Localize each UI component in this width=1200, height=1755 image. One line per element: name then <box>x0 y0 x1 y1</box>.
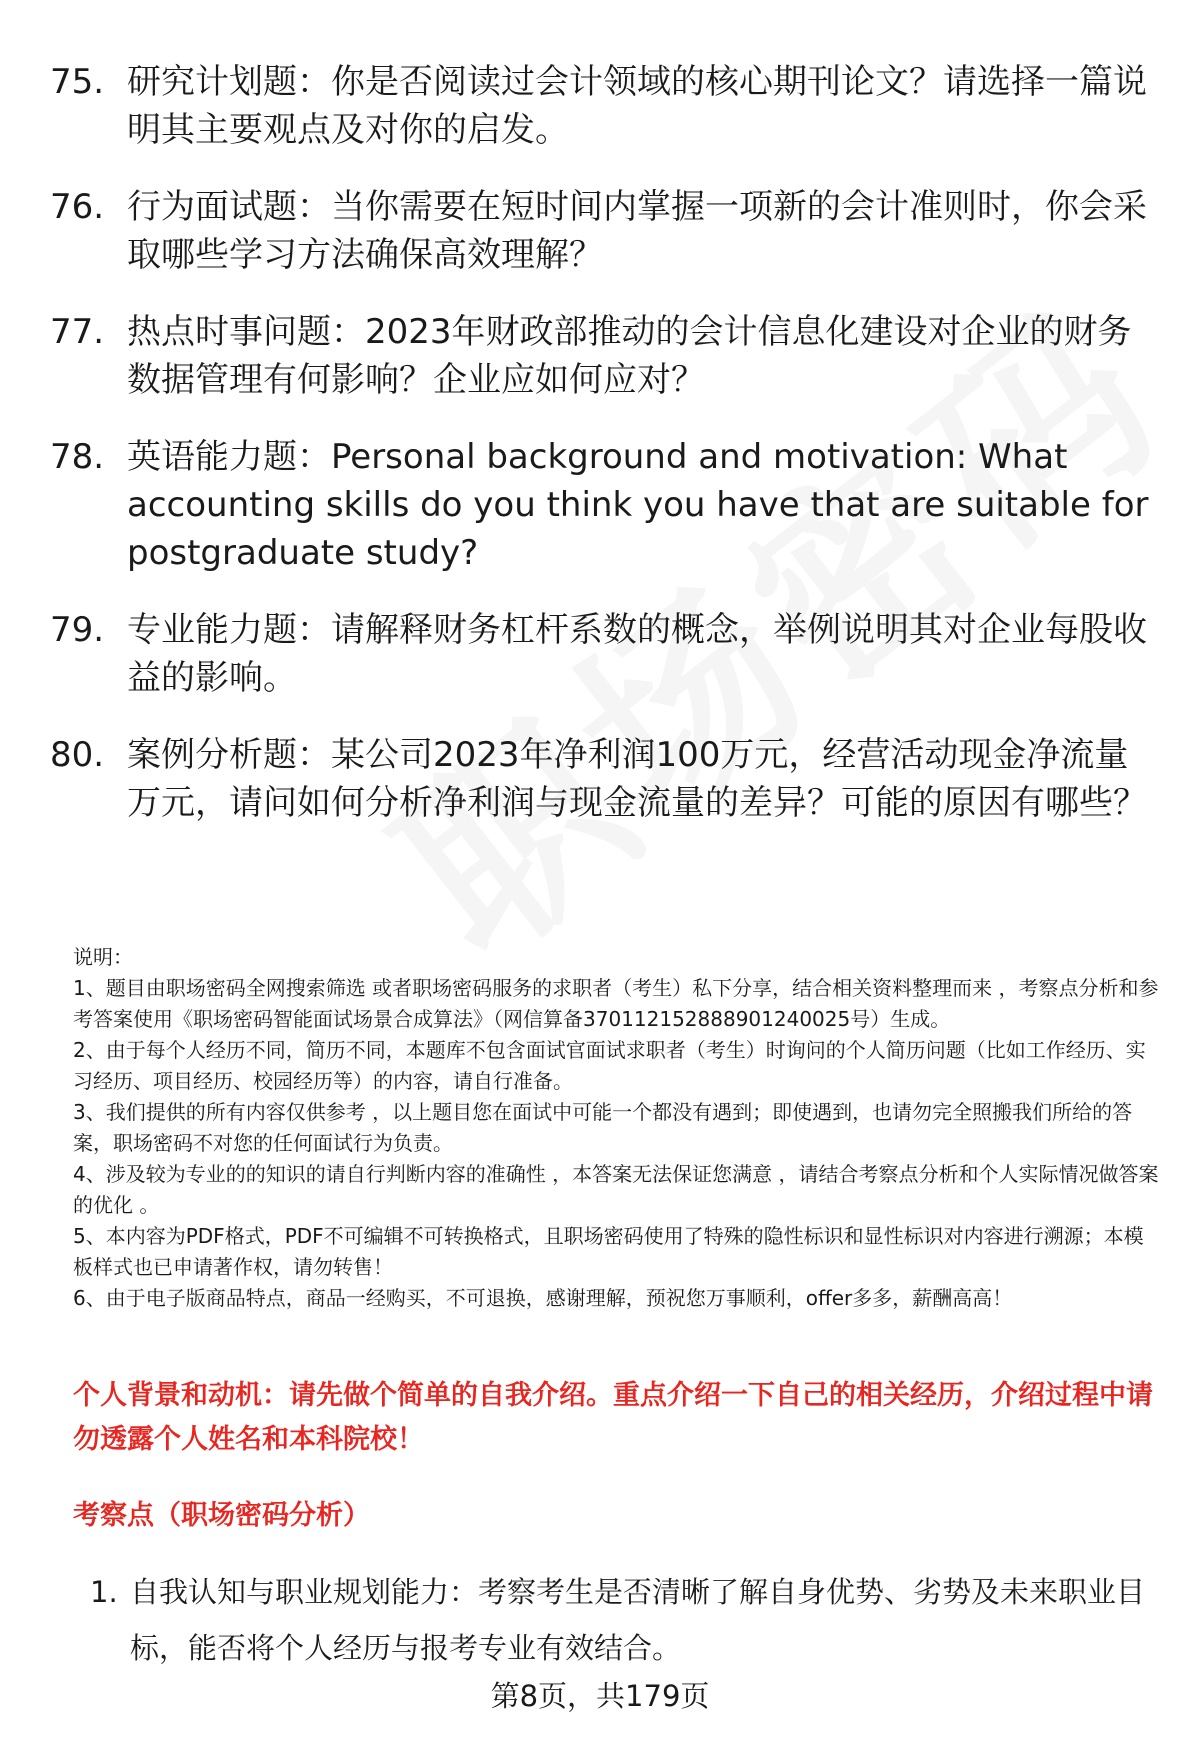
analysis-point <box>90 1564 1150 1676</box>
question-text: 热点时事问题：2023年财政部推动的会计信息化建设对企业的财务数据管理有何影响？企业应如何应对？ <box>127 312 1132 400</box>
question-number: 77. <box>50 312 105 352</box>
note-item: 1、题目由职场密码全网搜索筛选 或者职场密码服务的求职者（考生）私下分享，结合相关资料整理而来 ，考察点分析和参考答案使用《职场密码智能面试场景合成算法》（网信算备370112152888901240025号）生成。 <box>73 976 1159 1031</box>
question-number: 79. <box>50 610 105 650</box>
intro-question: 个人背景和动机：请先做个简单的自我介绍。重点介绍一下自己的相关经历，介绍过程中请勿透露个人姓名和本科院校！ <box>73 1380 1153 1455</box>
point-text: 自我认知与职业规划能力：考察考生是否清晰了解自身优势、劣势及未来职业目标，能否将个人经历与报考专业有效结合。 <box>130 1575 1146 1665</box>
note-item: 6、由于电子版商品特点，商品一经购买，不可退换，感谢理解，预祝您万事顺利，offer多多，薪酬高高！ <box>73 1286 1013 1310</box>
question-number: 75. <box>50 62 105 102</box>
note-item: 2、由于每个人经历不同，简历不同，本题库不包含面试官面试求职者（考生）时询问的个人简历问题（比如工作经历、实习经历、项目经历、校园经历等）的内容，请自行准备。 <box>73 1038 1146 1093</box>
question-item <box>50 731 1160 827</box>
question-text: 专业能力题：请解释财务杠杆系数的概念，举例说明其对企业每股收益的影响。 <box>127 610 1147 698</box>
analysis-heading: 考察点（职场密码分析） <box>73 1500 370 1531</box>
notes-section <box>73 942 1163 1314</box>
point-number: 1. <box>90 1575 118 1609</box>
question-item <box>50 606 1160 702</box>
question-item <box>50 183 1160 279</box>
note-item: 5、本内容为PDF格式，PDF不可编辑不可转换格式，且职场密码使用了特殊的隐性标识和显性标识对内容进行溯源；本模板样式也已申请著作权，请勿转售！ <box>73 1224 1144 1279</box>
question-item <box>50 58 1160 154</box>
note-item: 4、涉及较为专业的的知识的请自行判断内容的准确性 ，本答案无法保证您满意 ，请结合考察点分析和个人实际情况做答案的优化 。 <box>73 1162 1159 1217</box>
question-item <box>50 433 1160 577</box>
question-text: 研究计划题：你是否阅读过会计领域的核心期刊论文？请选择一篇说明其主要观点及对你的启发。 <box>127 62 1147 150</box>
question-text: 行为面试题：当你需要在短时间内掌握一项新的会计准则时，你会采取哪些学习方法确保高效理解？ <box>127 187 1147 275</box>
question-number: 76. <box>50 187 105 227</box>
question-list <box>50 58 1160 856</box>
question-text: 英语能力题：Personal background and motivation: What accounting skills do you think you have that are suitable for postgraduate study? <box>127 437 1149 573</box>
question-item <box>50 308 1160 404</box>
question-number: 80. <box>50 735 105 775</box>
analysis-point-list <box>90 1564 1150 1676</box>
page-number: 第8页，共179页 <box>490 1679 710 1713</box>
question-number: 78. <box>50 437 105 477</box>
question-text: 案例分析题：某公司2023年净利润100万元，经营活动现金净流量万元，请问如何分析净利润与现金流量的差异？可能的原因有哪些？ <box>127 735 1147 823</box>
note-item: 3、我们提供的所有内容仅供参考 ，以上题目您在面试中可能一个都没有遇到；即使遇到，也请勿完全照搬我们所给的答案，职场密码不对您的任何面试行为负责。 <box>73 1100 1133 1155</box>
notes-title: 说明： <box>73 945 133 969</box>
